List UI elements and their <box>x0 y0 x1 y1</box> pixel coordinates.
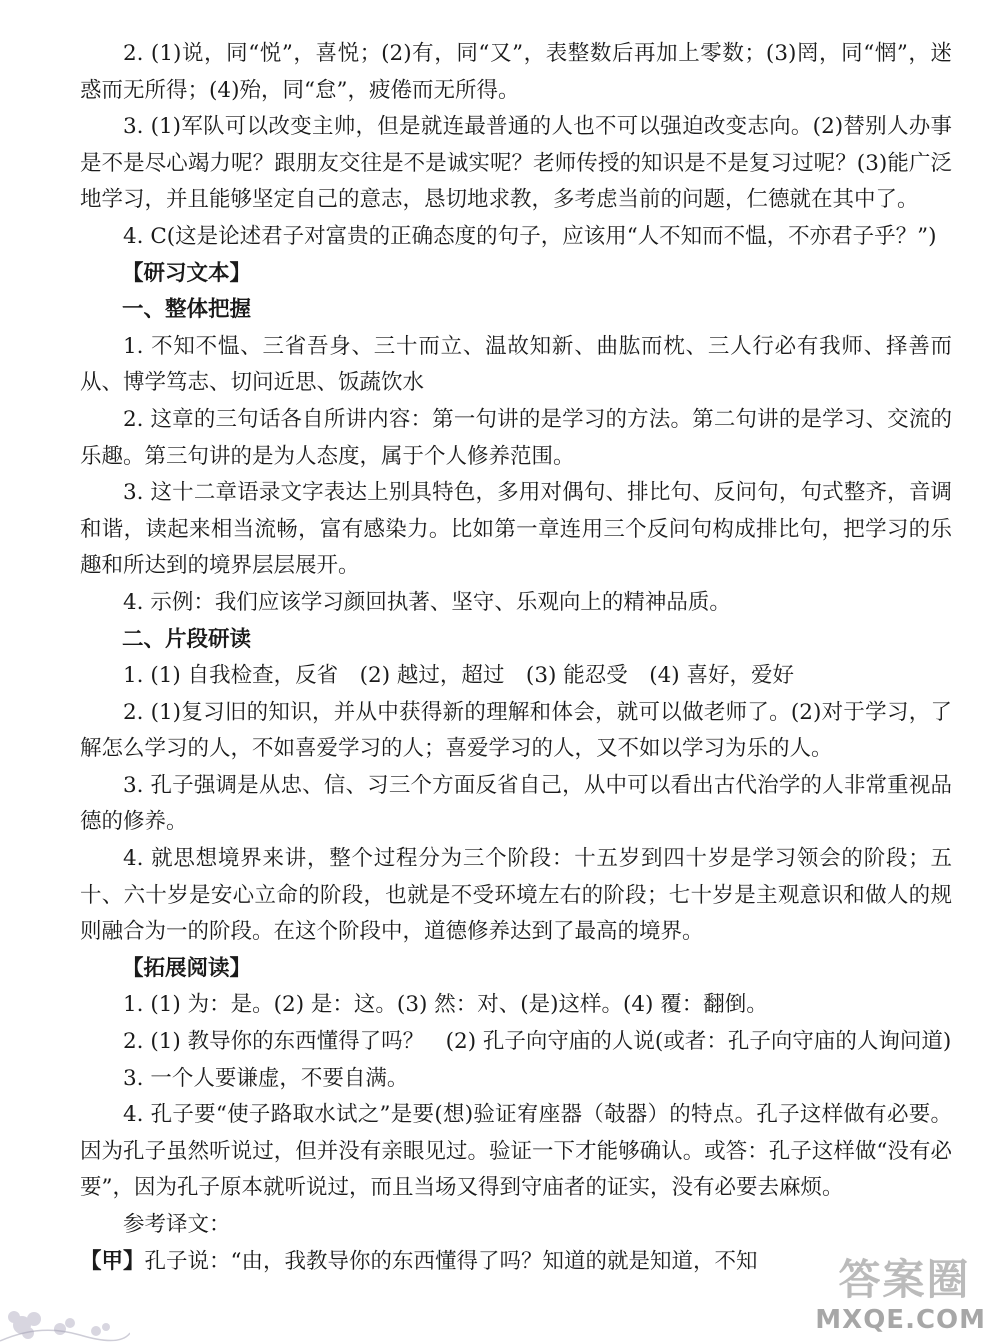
pianduan-item-3: 3. 孔子强调是从忠、信、习三个方面反省自己，从中可以看出古代治学的人非常重视品德的修养。 <box>80 772 952 835</box>
watermark <box>817 1247 992 1337</box>
tuozhan-item-4: 4. 孔子要“使子路取水试之”是要(想)验证宥座器（攲器）的特点。孔子这样做有必要。因为孔子虽然听说过，但并没有亲眼见过。验证一下才能够确认。或答：孔子这样做“没有必要”，因为孔子原本就听说过，而且当场又得到守庙者的证实，没有必要去麻烦。 <box>80 1102 952 1201</box>
watermark-url: MXQE.COM <box>815 1305 986 1335</box>
zhengti-item-4: 4. 示例：我们应该学习颜回执著、坚守、乐观向上的精神品质。 <box>123 589 731 615</box>
flower-decoration-icon <box>0 1283 130 1343</box>
zhengti-item-3: 3. 这十二章语录文字表达上别具特色，多用对偶句、排比句、反问句，句式整齐，音调和谐，读起来相当流畅，富有感染力。比如第一章连用三个反问句构成排比句，把学习的乐趣和所达到的境界层层展开。 <box>80 480 952 579</box>
section-heading-tuozhan: 【拓展阅读】 <box>122 955 252 981</box>
answer-q4: 4. C(这是论述君子对富贵的正确态度的句子，应该用“人不知而不愠，不亦君子乎？”) <box>123 223 937 249</box>
tuozhan-item-2: 2. (1) 教导你的东西懂得了吗？ (2) 孔子向守庙的人说(或者：孔子向守庙的人询问道) <box>123 1029 952 1055</box>
pianduan-item-2: 2. (1)复习旧的知识，并从中获得新的理解和体会，就可以做老师了。(2)对于学习，了解怎么学习的人，不如喜爱学习的人；喜爱学习的人，又不如以学习为乐的人。 <box>80 699 952 762</box>
subheading-pianduan: 二、片段研读 <box>122 626 252 652</box>
reference-translation-label: 参考译文： <box>123 1212 231 1237</box>
subheading-zhengti: 一、整体把握 <box>122 297 252 323</box>
answer-content <box>80 36 952 1280</box>
tuozhan-item-1: 1. (1) 为：是。(2) 是：这。(3) 然：对、(是)这样。(4) 覆：翻倒。 <box>123 992 768 1018</box>
watermark-logo: 答案圈 <box>838 1255 971 1304</box>
tuozhan-item-3: 3. 一个人要谦虚，不要自满。 <box>123 1065 409 1091</box>
zhengti-item-2: 2. 这章的三句话各自所讲内容：第一句讲的是学习的方法。第二句讲的是学习、交流的乐趣。第三句讲的是为人态度，属于个人修养范围。 <box>80 406 952 469</box>
pianduan-item-1: 1. (1) 自我检查，反省 (2) 越过，超过 (3) 能忍受 (4) 喜好，爱好 <box>123 663 795 689</box>
section-heading-yanxi: 【研习文本】 <box>122 260 252 286</box>
answer-q3: 3. (1)军队可以改变主帅，但是就连最普通的人也不可以强迫改变志向。(2)替别人办事是不是尽心竭力呢？跟朋友交往是不是诚实呢？老师传授的知识是不是复习过呢？(3)能广泛地学习，并且能够坚定自己的意志，恳切地求教，多考虑当前的问题，仁德就在其中了。 <box>80 114 952 213</box>
translation-jia-tag: 【甲】 <box>80 1248 145 1274</box>
translation-jia-text: 孔子说：“由，我教导你的东西懂得了吗？知道的就是知道，不知 <box>144 1248 758 1274</box>
answer-q2: 2. (1)说，同“悦”，喜悦；(2)有，同“又”，表整数后再加上零数；(3)罔，同“惘”，迷惑而无所得；(4)殆，同“怠”，疲倦而无所得。 <box>80 41 952 103</box>
pianduan-item-4: 4. 就思想境界来讲，整个过程分为三个阶段：十五岁到四十岁是学习领会的阶段；五十、六十岁是安心立命的阶段，也就是不受环境左右的阶段；七十岁是主观意识和做人的规则融合为一的阶段。在这个阶段中，道德修养达到了最高的境界。 <box>80 846 952 945</box>
zhengti-item-1: 1. 不知不愠、三省吾身、三十而立、温故知新、曲肱而枕、三人行必有我师、择善而从、博学笃志、切问近思、饭蔬饮水 <box>80 333 952 396</box>
